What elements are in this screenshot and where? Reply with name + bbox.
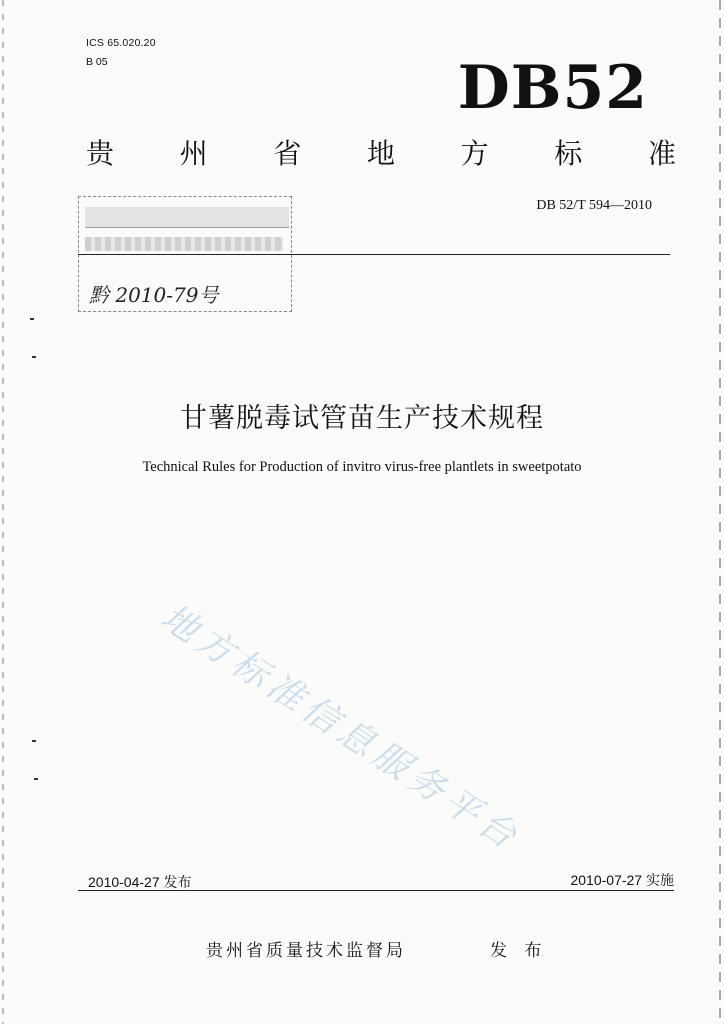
- scan-speck: [32, 740, 36, 742]
- standard-type-title: [86, 137, 676, 170]
- header-divider: [78, 254, 670, 255]
- document-title-cn: 甘薯脱毒试管苗生产技术规程: [180, 403, 544, 434]
- document-title-en: Technical Rules for Production of invitro virus-free plantlets in sweetpotato: [142, 459, 582, 475]
- scan-speck: [30, 318, 34, 320]
- title-char: 贵: [86, 137, 115, 170]
- scan-edge-right: [719, 0, 721, 1024]
- scan-speck: [32, 356, 36, 358]
- title-char: 方: [460, 137, 489, 170]
- stamp-second-band: [85, 237, 283, 251]
- issue-date: 2010-04-27 发布: [88, 874, 192, 890]
- db-code-logo: DB52: [457, 53, 648, 123]
- scan-speck: [34, 778, 38, 780]
- stamp-registration-number: 黔 2010-79号: [89, 283, 219, 307]
- scan-edge-left: [2, 0, 4, 1024]
- publisher-name: 贵州省质量技术监督局: [206, 941, 406, 961]
- title-char: 地: [366, 137, 395, 170]
- title-char: 标: [554, 137, 583, 170]
- stamp-organization-band: [85, 207, 289, 228]
- footer-divider: [78, 890, 674, 891]
- implement-date: 2010-07-27 实施: [570, 872, 674, 888]
- category-code: B 05: [86, 56, 108, 68]
- watermark: 地方标准信息服务平台: [153, 596, 528, 860]
- standard-number: DB 52/T 594—2010: [536, 198, 652, 213]
- title-char: 准: [647, 137, 676, 170]
- title-char: 州: [179, 137, 208, 170]
- title-char: 省: [273, 137, 302, 170]
- publish-label: 发 布: [490, 941, 548, 961]
- ics-code: ICS 65.020.20: [86, 37, 156, 49]
